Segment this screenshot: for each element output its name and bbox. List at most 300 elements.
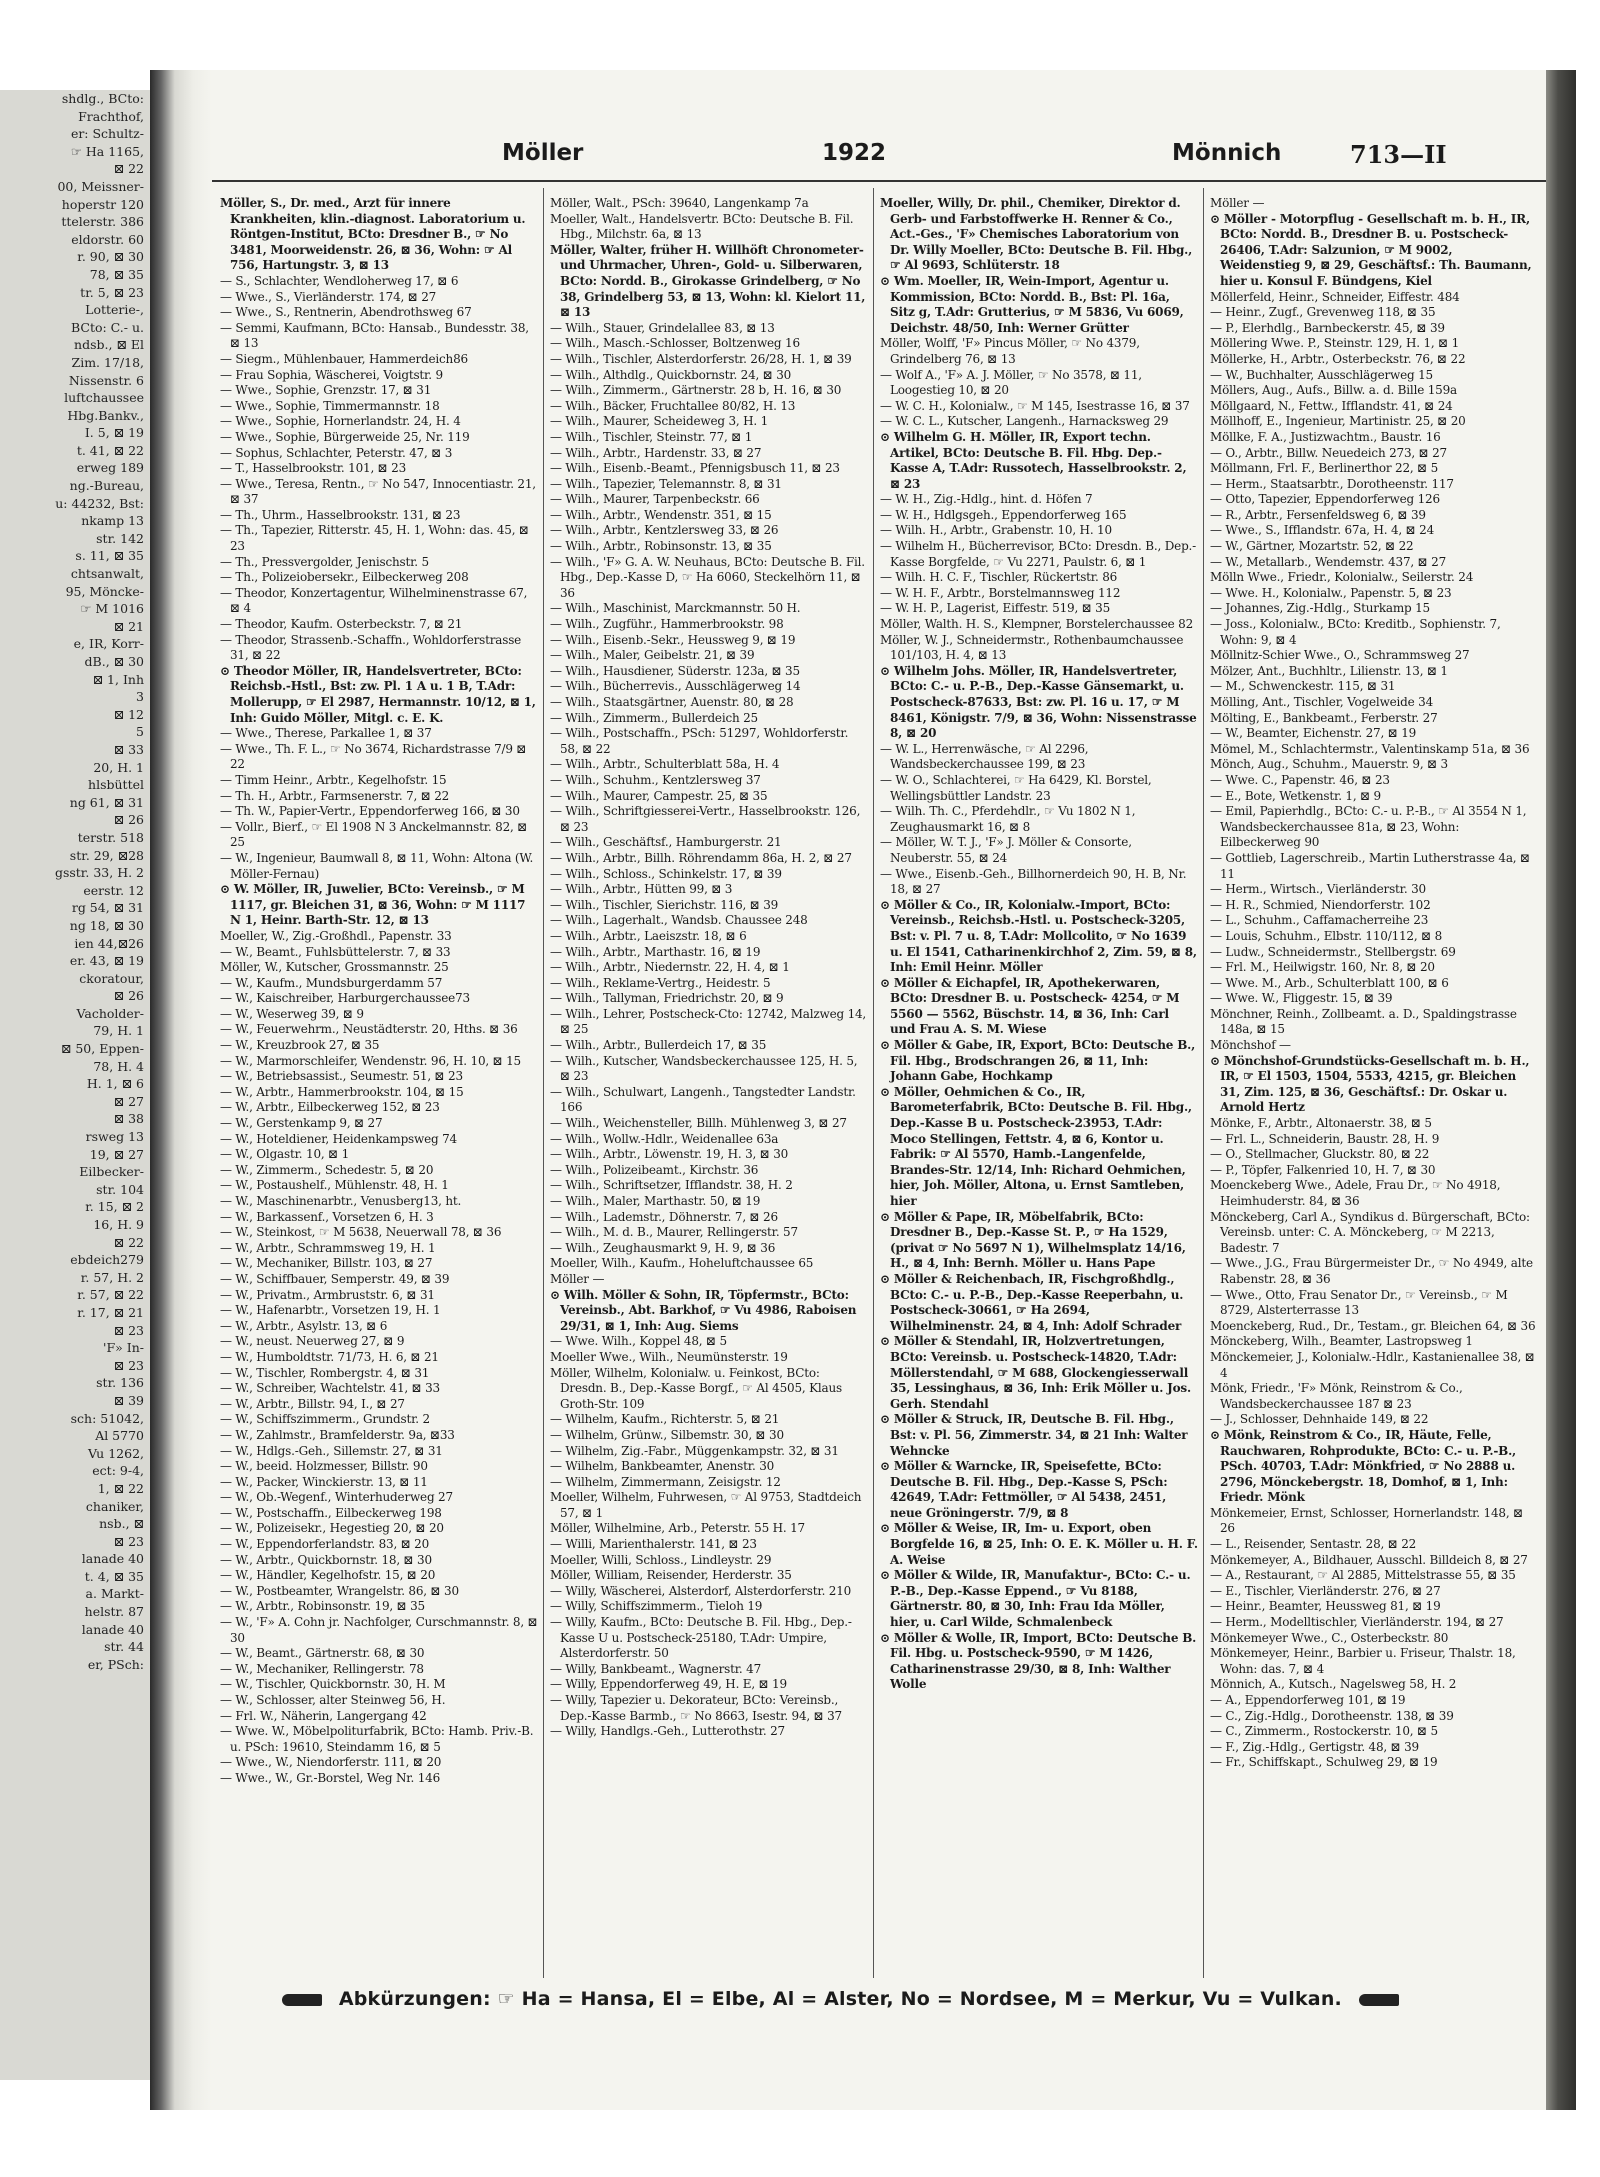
directory-entry: — Vollr., Bierf., ☞ El 1908 N 3 Anckelmannstr. 82, ⊠ 25	[220, 819, 528, 850]
directory-entry: — Wwe. C., Papenstr. 46, ⊠ 23	[1210, 772, 1390, 787]
directory-entry: ⊙ Mönchshof-Grundstücks-Gesellschaft m. b. H., IR, ☞ El 1503, 1504, 5533, 4215, gr. Bleichen 31, Zim. 125, ⊠ 36, Geschäftsf.: Dr. Oskar u. Arnold Hertz	[1210, 1053, 1530, 1115]
directory-entry: — W., Hdlgs.-Geh., Sillemstr. 27, ⊠ 31	[220, 1443, 443, 1458]
directory-entry: — W., Arbtr., Robinsonstr. 19, ⊠ 35	[220, 1599, 425, 1614]
directory-entry: Moeller, W., Zig.-Großhdl., Papenstr. 33	[220, 928, 452, 943]
directory-entry: — Wwe. H., Kolonialw., Papenstr. 5, ⊠ 23	[1210, 585, 1452, 600]
directory-entry: — Herm., Wirtsch., Vierländerstr. 30	[1210, 882, 1426, 897]
directory-entry: — Wilh. H. C. F., Tischler, Rückertstr. 86	[880, 570, 1118, 585]
directory-entry: — Wilh., Schriftsetzer, Ifflandstr. 38, H. 2	[550, 1178, 793, 1193]
header-rule	[212, 180, 1546, 182]
pointing-hand-icon	[282, 1994, 322, 2006]
directory-entry: — Wilh. Th. C., Pferdehdlr., ☞ Vu 1802 N 1, Zeughausmarkt 16, ⊠ 8	[880, 804, 1136, 834]
directory-entry: — Wilh., Tapezier, Telemannstr. 8, ⊠ 31	[550, 476, 782, 491]
previous-page-line: er: Schultz-	[70, 126, 144, 142]
previous-page-line: gsstr. 33, H. 2	[54, 865, 144, 881]
column-divider	[543, 188, 544, 1978]
directory-entry: Mönkemeyer, Heinr., Barbier u. Friseur, Thalstr. 18, Wohn: das. 7, ⊠ 4	[1210, 1646, 1516, 1676]
directory-entry: — W., Ob.-Wegenf., Winterhuderweg 27	[220, 1490, 453, 1505]
previous-page-line: ⊠ 26	[113, 988, 144, 1004]
directory-entry: — Wilh., Zeughausmarkt 9, H. 9, ⊠ 36	[550, 1240, 776, 1255]
directory-entry: Mölzer, Ant., Buchhltr., Lilienstr. 13, ⊠ 1	[1210, 663, 1448, 678]
directory-entry: — Timm Heinr., Arbtr., Kegelhofstr. 15	[220, 772, 447, 787]
directory-entry: — Wwe., Sophie, Bürgerweide 25, Nr. 119	[220, 429, 470, 444]
directory-entry: — W., Arbtr., Billstr. 94, I., ⊠ 27	[220, 1396, 405, 1411]
previous-page-line: eldorstr. 60	[71, 231, 144, 247]
directory-entry: ⊙ Theodor Möller, IR, Handelsvertreter, BCto: Reichsb.-Hstl., Bst: zw. Pl. 1 A u. 1 B, T.Adr: Mollerupp, ☞ El 2987, Hermannstr. 10/12, ⊠ 1, Inh: Guido Möller, Mitgl. c. E. K.	[220, 663, 536, 725]
directory-entry: — Wwe., S., Rentnerin, Abendrothsweg 67	[220, 305, 472, 320]
directory-entry: — Louis, Schuhm., Elbstr. 110/112, ⊠ 8	[1210, 928, 1443, 943]
directory-entry: — Wwe., Teresa, Rentn., ☞ No 547, Innocentiastr. 21, ⊠ 37	[220, 476, 536, 507]
directory-entry: — W., Zimmerm., Schedestr. 5, ⊠ 20	[220, 1162, 434, 1177]
directory-entry: Möller —	[550, 1271, 605, 1286]
directory-entry: ⊙ Möller & Stendahl, IR, Holzvertretungen, BCto: Vereinsb. u. Postscheck-14820, T.Adr: Möllerstendahl, ☞ M 688, Glockengiesserwall 35, Lessinghaus, ⊠ 36, Inh: Erik Möller u. Jos. Gerh. Stendahl	[880, 1334, 1191, 1411]
previous-page-line: ttelerstr. 386	[61, 214, 144, 230]
directory-entry: — Wwe., Otto, Frau Senator Dr., ☞ Vereinsb., ☞ M 8729, Alsterterrasse 13	[1210, 1287, 1508, 1318]
directory-entry: — W., Postbeamter, Wrangelstr. 86, ⊠ 30	[220, 1583, 459, 1598]
previous-page-line: 3	[136, 689, 144, 705]
previous-page-line: 16, H. 9	[93, 1217, 144, 1232]
previous-page-line: ng.-Bureau,	[69, 478, 144, 494]
directory-entry: Möllnitz-Schier Wwe., O., Schrammsweg 27	[1210, 648, 1470, 663]
directory-entry: — W., Humboldtstr. 71/73, H. 6, ⊠ 21	[220, 1349, 439, 1364]
directory-entry: — Wilh., Kutscher, Wandsbeckerchaussee 125, H. 5, ⊠ 23	[550, 1053, 858, 1084]
directory-entry: — Wilh., Althdlg., Quickbornstr. 24, ⊠ 30	[550, 367, 792, 382]
directory-entry: — W., beeid. Holzmesser, Billstr. 90	[220, 1459, 428, 1474]
previous-page-line: ⊠ 26	[113, 812, 144, 828]
directory-entry: — W. C. H., Kolonialw., ☞ M 145, Isestrasse 16, ⊠ 37	[880, 398, 1190, 413]
previous-page-line: terstr. 518	[77, 829, 144, 845]
header-right-keyword: Mönnich	[1172, 140, 1282, 166]
previous-page-line: tr. 5, ⊠ 23	[80, 284, 144, 300]
directory-entry: — W., Arbtr., Schrammsweg 19, H. 1	[220, 1240, 436, 1255]
directory-entry: — Gottlieb, Lagerschreib., Martin Lutherstrasse 4a, ⊠ 11	[1210, 850, 1530, 881]
directory-entry: — Willy, Wäscherei, Alsterdorf, Alsterdorferstr. 210	[550, 1583, 852, 1598]
directory-entry: — Wilh., Schriftgiesserei-Vertr., Hasselbrookstr. 126, ⊠ 23	[550, 804, 861, 834]
directory-entry: — Wilh., Zimmerm., Bullerdeich 25	[550, 710, 758, 725]
directory-entry: Möller, Wilhelmine, Arb., Peterstr. 55 H. 17	[550, 1521, 805, 1536]
directory-entry: — W., Barkassenf., Vorsetzen 6, H. 3	[220, 1209, 434, 1224]
directory-entry: — W., Zahlmstr., Bramfelderstr. 9a, ⊠33	[220, 1427, 455, 1442]
directory-entry: Moeller, Willi, Schloss., Lindleystr. 29	[550, 1552, 772, 1567]
directory-entry: — Th. W., Papier-Vertr., Eppendorferweg 166, ⊠ 30	[220, 804, 520, 819]
directory-entry: Möllke, F. A., Justizwachtm., Baustr. 16	[1210, 429, 1441, 444]
directory-entry: Moeller, Wilh., Kaufm., Hoheluftchaussee 65	[550, 1256, 814, 1271]
previous-page-line: Nissenstr. 6	[68, 372, 144, 388]
directory-entry: — C., Zimmerm., Rostockerstr. 10, ⊠ 5	[1210, 1724, 1438, 1739]
directory-entry: Möller, Walter, früher H. Willhöft Chronometer- und Uhrmacher, Uhren-, Gold- u. Silberwaren, BCto: Nordd. B., Girokasse Grindelberg, ☞ No 38, Grindelberg 53, ⊠ 13, Wohn: kl. Kielort 11, ⊠ 13	[550, 242, 866, 320]
directory-entry: Möller, S., Dr. med., Arzt für innere Krankheiten, klin.-diagnost. Laboratorium u. Röntgen-Institut, BCto: Dresdner B., ☞ No 3481, Moorweidenstr. 26, ⊠ 36, Wohn: ☞ Al 756, Hartungstr. 3, ⊠ 13	[220, 196, 526, 273]
directory-entry: — Otto, Tapezier, Eppendorferweg 126	[1210, 492, 1440, 507]
directory-entry: Möller, Wilhelm, Kolonialw. u. Feinkost, BCto: Dresdn. B., Dep.-Kasse Borgf., ☞ Al 4505, Klaus Groth-Str. 109	[550, 1365, 842, 1411]
directory-entry: — W. C. L., Kutscher, Langenh., Harnacksweg 29	[880, 414, 1169, 429]
directory-entry: — W. H. P., Lagerist, Eiffestr. 519, ⊠ 35	[880, 601, 1111, 616]
previous-page-line: 00, Meissner-	[57, 178, 144, 194]
directory-entry: — F., Zig.-Hdlg., Gertigstr. 48, ⊠ 39	[1210, 1739, 1419, 1754]
previous-page-line: ⊠ 21	[113, 618, 144, 634]
previous-page-line: ⊠ 23	[113, 1357, 144, 1373]
directory-entry: — Wilh., Schloss., Schinkelstr. 17, ⊠ 39	[550, 866, 782, 881]
page-header	[212, 140, 1546, 180]
directory-entry: — Wilhelm, Grünw., Silbemstr. 30, ⊠ 30	[550, 1427, 784, 1442]
directory-entry: — Wilh., Hausdiener, Süderstr. 123a, ⊠ 35	[550, 663, 800, 678]
previous-page-line: Lotterie-,	[85, 302, 144, 318]
previous-page-line: 'F» In-	[103, 1340, 144, 1356]
directory-entry: — Wwe., S., Vierländerstr. 174, ⊠ 27	[220, 289, 437, 304]
previous-page-line: str. 136	[96, 1375, 144, 1391]
directory-entry: — Wilh., Eisenb.-Beamt., Pfennigsbusch 11, ⊠ 23	[550, 461, 840, 476]
directory-entry: — W., Privatm., Armbruststr. 6, ⊠ 31	[220, 1287, 435, 1302]
directory-entry: Möllers, Aug., Aufs., Billw. a. d. Bille 159a	[1210, 383, 1457, 398]
directory-entry: — Wilh., Zugführ., Hammerbrookstr. 98	[550, 617, 784, 632]
previous-page-line: ⊠ 23	[113, 1533, 144, 1549]
directory-entry: — O., Stellmacher, Gluckstr. 80, ⊠ 22	[1210, 1147, 1430, 1162]
directory-entry: — E., Bote, Wetkenstr. 1, ⊠ 9	[1210, 788, 1381, 803]
directory-entry: Mölling, Ant., Tischler, Vogelweide 34	[1210, 695, 1434, 709]
directory-entry: — W., Buchhalter, Ausschlägerweg 15	[1210, 367, 1433, 382]
directory-entry: — Frau Sophia, Wäscherei, Voigtstr. 9	[220, 367, 443, 382]
directory-entry: ⊙ Möller & Warncke, IR, Speisefette, BCto: Deutsche B. Fil. Hbg., Dep.-Kasse S, PSch: 42649, T.Adr: Fettmöller, ☞ Al 5438, 2451, neue Gröningerstr. 7/9, ⊠ 8	[880, 1459, 1168, 1520]
previous-page-line: Hbg.Bankv.,	[67, 407, 144, 423]
previous-page-line: luftchaussee	[64, 390, 144, 406]
directory-entry: — Wilh., Schuhm., Kentzlersweg 37	[550, 772, 761, 787]
directory-entry: — Herm., Modelltischler, Vierländerstr. 194, ⊠ 27	[1210, 1615, 1504, 1630]
directory-entry: — Fr., Schiffskapt., Schulweg 29, ⊠ 19	[1210, 1755, 1438, 1770]
directory-entry: — Wilh., Arbtr., Kentzlersweg 33, ⊠ 26	[550, 523, 779, 538]
previous-page-line: ⊠ 39	[113, 1392, 144, 1408]
directory-entry: — Wilh., Geschäftsf., Hamburgerstr. 21	[550, 835, 782, 850]
directory-entry: — Wwe. W., Fliggestr. 15, ⊠ 39	[1210, 991, 1393, 1006]
directory-entry: — E., Tischler, Vierländerstr. 276, ⊠ 27	[1210, 1583, 1441, 1598]
directory-entry: — Wwe., Sophie, Hornerlandstr. 24, H. 4	[220, 414, 461, 429]
previous-page-line: chtsanwalt,	[70, 566, 144, 582]
directory-entry: — Wilh., Lagerhalt., Wandsb. Chaussee 248	[550, 913, 808, 928]
directory-entry: — Wilh., Eisenb.-Sekr., Heussweg 9, ⊠ 19	[550, 632, 796, 647]
directory-entry: Möller —	[1210, 196, 1265, 210]
previous-page-line: t. 4, ⊠ 35	[84, 1568, 144, 1584]
directory-entry: ⊙ Möller & Co., IR, Kolonialw.-Import, BCto: Vereinsb., Reichsb.-Hstl. u. Postscheck-3205, Bst: v. Pl. 7 u. 8, T.Adr: Mollcolito, ☞ No 1639 u. El 1541, Catharinenkirchhof 2, Zim. 59, ⊠ 8, Inh: Emil Heinr. Möller	[880, 897, 1197, 975]
directory-entry: — W. H. F., Arbtr., Borstelmannsweg 112	[880, 585, 1121, 600]
directory-entry: — S., Schlachter, Wendloherweg 17, ⊠ 6	[220, 273, 459, 288]
directory-entry: — W., Betriebsassist., Seumestr. 51, ⊠ 23	[220, 1069, 463, 1084]
directory-entry: — W., Gärtner, Mozartstr. 52, ⊠ 22	[1210, 539, 1414, 554]
directory-entry: — W., 'F» A. Cohn jr. Nachfolger, Curschmannstr. 8, ⊠ 30	[220, 1615, 538, 1645]
directory-entry: — Wilh., Schulwart, Langenh., Tangstedter Landstr. 166	[550, 1084, 856, 1115]
directory-entry: — W., Schiffszimmerm., Grundstr. 2	[220, 1412, 430, 1427]
directory-entry: — A., Eppendorferweg 101, ⊠ 19	[1210, 1693, 1406, 1707]
directory-entry: Möllhoff, E., Ingenieur, Martinistr. 25, ⊠ 20	[1210, 414, 1466, 429]
directory-entry: Moeller, Walt., Handelsvertr. BCto: Deutsche B. Fil. Hbg., Milchstr. 6a, ⊠ 13	[550, 211, 854, 242]
previous-page-line: ⊠ 38	[113, 1111, 144, 1127]
previous-page-line: 78, H. 4	[93, 1058, 144, 1074]
previous-page-line: str. 29, ⊠28	[69, 847, 144, 863]
directory-entry: — Wilh., Postschaffn., PSch: 51297, Wohldorferstr. 58, ⊠ 22	[550, 726, 849, 756]
directory-entry: ⊙ Möller & Pape, IR, Möbelfabrik, BCto: Dresdner B., Dep.-Kasse St. P., ☞ Ha 1529, (privat ☞ No 5697 N 1), Wilhelmsplatz 14/16, H., ⊠ 4, Inh: Bernh. Möller u. Hans Pape	[880, 1209, 1186, 1271]
directory-entry: — O., Arbtr., Billw. Neuedeich 273, ⊠ 27	[1210, 445, 1447, 460]
directory-entry: — R., Arbtr., Fersenfeldsweg 6, ⊠ 39	[1210, 507, 1426, 522]
previous-page-line: ⊠ 12	[113, 706, 144, 722]
directory-entry: — W., Steinkost, ☞ M 5638, Neuerwall 78, ⊠ 36	[220, 1225, 502, 1240]
directory-entry: — W. L., Herrenwäsche, ☞ Al 2296, Wandsbeckerchaussee 199, ⊠ 23	[880, 741, 1089, 772]
directory-entry: — Wilh., Polizeibeamt., Kirchstr. 36	[550, 1162, 759, 1177]
directory-entry: — Wwe. M., Arb., Schulterblatt 100, ⊠ 6	[1210, 975, 1449, 990]
previous-page-line: rg 54, ⊠ 31	[71, 900, 144, 916]
previous-page-line: s. 11, ⊠ 35	[75, 548, 144, 564]
directory-entry: Möllgaard, N., Fettw., Ifflandstr. 41, ⊠ 24	[1210, 398, 1453, 413]
directory-entry: Möller, Walt., PSch: 39640, Langenkamp 7a	[550, 196, 809, 210]
directory-entry: — W., Postaushelf., Mühlenstr. 48, H. 1	[220, 1178, 449, 1193]
previous-page-line: 1, ⊠ 22	[97, 1480, 144, 1496]
directory-entry: ⊙ Möller & Gabe, IR, Export, BCto: Deutsche B., Fil. Hbg., Brodschrangen 26, ⊠ 11, Inh: Johann Gabe, Hochkamp	[880, 1038, 1196, 1084]
directory-entry: — W., Tischler, Quickbornstr. 30, H. M	[220, 1677, 446, 1692]
directory-entry: — Wwe., S., Ifflandstr. 67a, H. 4, ⊠ 24	[1210, 523, 1435, 538]
directory-entry: Möllering Wwe. P., Steinstr. 129, H. 1, ⊠ 1	[1210, 336, 1460, 351]
previous-page-line: Frachthof,	[78, 108, 144, 124]
directory-entry: Mönchshof —	[1210, 1038, 1291, 1053]
directory-entry: — Emil, Papierhdlg., BCto: C.- u. P.-B., ☞ Al 3554 N 1, Wandsbeckerchaussee 81a, ⊠ 23, Wohn: Eilbeckerweg 90	[1210, 804, 1527, 850]
directory-entry: — Wilh. H., Arbtr., Grabenstr. 10, H. 10	[880, 523, 1112, 538]
previous-page-line: lanade 40	[81, 1621, 144, 1637]
directory-entry: Moenckeberg, Rud., Dr., Testam., gr. Bleichen 64, ⊠ 36	[1210, 1318, 1536, 1333]
previous-page-line: ⊠ 27	[113, 1093, 144, 1109]
directory-entry: — Wilh., Arbtr., Bullerdeich 17, ⊠ 35	[550, 1038, 767, 1053]
previous-page-line: ⊠ 22	[113, 161, 144, 177]
directory-entry: Mönkemeyer Wwe., C., Osterbeckstr. 80	[1210, 1630, 1449, 1645]
previous-page-line: ⊠ 33	[113, 741, 144, 757]
directory-entry: — Wilh., Lademstr., Döhnerstr. 7, ⊠ 26	[550, 1209, 778, 1224]
directory-entry: — L., Schuhm., Caffamacherreihe 23	[1210, 913, 1429, 928]
directory-entry: ⊙ Möller - Motorpflug - Gesellschaft m. b. H., IR, BCto: Nordd. B., Dresdner B. u. Postscheck-26406, T.Adr: Salzunion, ☞ M 9002, Weidenstieg 9, ⊠ 29, Geschäftsf.: Th. Baumann, hier u. Konsul F. Bündgens, Kiel	[1210, 211, 1532, 288]
previous-page-line: ⊠ 1, Inh	[92, 671, 144, 687]
directory-entry: — Heinr., Zugf., Grevenweg 118, ⊠ 35	[1210, 305, 1436, 320]
previous-page-line: dB., ⊠ 30	[84, 654, 144, 669]
directory-entry: Möller, Walth. H. S., Klempner, Borstelerchaussee 82	[880, 617, 1194, 632]
previous-page-line: ☞ Ha 1165,	[70, 143, 144, 159]
previous-page-line: er. 43, ⊠ 19	[69, 953, 144, 969]
directory-entry: Möllmann, Frl. F., Berlinerthor 22, ⊠ 5	[1210, 461, 1439, 476]
previous-page-line: ⊠ 23	[113, 1322, 144, 1338]
previous-page-line: Eilbecker-	[79, 1164, 144, 1180]
directory-entry: ⊙ Wilh. Möller & Sohn, IR, Töpfermstr., BCto: Vereinsb., Abt. Barkhof, ☞ Vu 4986, Raboisen 29/31, ⊠ 1, Inh: Aug. Siems	[550, 1287, 857, 1333]
directory-entry: — Theodor, Kaufm. Osterbeckstr. 7, ⊠ 21	[220, 617, 463, 632]
directory-entry: ⊙ Möller & Struck, IR, Deutsche B. Fil. Hbg., Bst: v. Pl. 56, Zimmerstr. 34, ⊠ 21 Inh: Walter Wehncke	[880, 1412, 1188, 1458]
directory-entry: Mömel, M., Schlachtermstr., Valentinskamp 51a, ⊠ 36	[1210, 741, 1530, 756]
directory-entry: — Wilh., Tischler, Steinstr. 77, ⊠ 1	[550, 429, 753, 444]
directory-entry: — Wilh., Arbtr., Marthastr. 16, ⊠ 19	[550, 944, 761, 959]
previous-page-line: Zim. 17/18,	[71, 354, 144, 370]
directory-entry: — H. R., Schmied, Niendorferstr. 102	[1210, 897, 1431, 912]
directory-entry: Mönk, Friedr., 'F» Mönk, Reinstrom & Co., Wandsbeckerchaussee 187 ⊠ 23	[1210, 1381, 1463, 1411]
directory-entry: — W., Olgastr. 10, ⊠ 1	[220, 1147, 350, 1162]
directory-entry: — Möller, W. T. J., 'F» J. Möller & Consorte, Neuberstr. 55, ⊠ 24	[880, 835, 1132, 865]
directory-entry: — Wilh., Arbtr., Löwenstr. 19, H. 3, ⊠ 30	[550, 1147, 789, 1162]
directory-entry: — Wilh., Lehrer, Postscheck-Cto: 12742, Malzweg 14, ⊠ 25	[550, 1006, 867, 1037]
previous-page-line: ect: 9-4,	[92, 1463, 144, 1479]
directory-entry: — Ludw., Schneidermstr., Stellbergstr. 69	[1210, 944, 1456, 959]
directory-entry: — W., Kaischreiber, Harburgerchaussee73	[220, 991, 470, 1006]
previous-page-line: u: 44232, Bst:	[55, 495, 144, 511]
book-gutter	[150, 70, 212, 2110]
directory-entry: Mönnich, A., Kutsch., Nagelsweg 58, H. 2	[1210, 1677, 1457, 1692]
directory-entry: — W., Maschinenarbtr., Venusberg13, ht.	[220, 1194, 462, 1208]
directory-entry: — Wilh., Masch.-Schlosser, Boltzenweg 16	[550, 336, 800, 351]
directory-entry: — A., Restaurant, ☞ Al 2885, Mittelstrasse 55, ⊠ 35	[1210, 1568, 1516, 1583]
previous-page-line: hoperstr 120	[61, 196, 144, 212]
directory-entry: — Th., Tapezier, Ritterstr. 45, H. 1, Wohn: das. 45, ⊠ 23	[220, 523, 529, 554]
abbreviations-text: Abkürzungen: ☞ Ha = Hansa, El = Elbe, Al = Alster, No = Nordsee, M = Merkur, Vu = Vulkan.	[338, 1988, 1342, 2010]
header-left-keyword: Möller	[502, 140, 584, 166]
directory-entry: ⊙ Wm. Moeller, IR, Wein-Import, Agentur u. Kommission, BCto: Nordd. B., Bst: Pl. 16a, Sitz g, T.Adr: Grutterius, ☞ M 5836, Vu 6069, Deichstr. 48/50, Inh: Werner Grütter	[880, 273, 1184, 335]
directory-entry: — Wilh., Wollw.-Hdlr., Weidenallee 63a	[550, 1131, 779, 1146]
directory-entry: — Wilh., Bäcker, Fruchtallee 80/82, H. 13	[550, 398, 796, 413]
previous-page-line: ng 61, ⊠ 31	[69, 794, 144, 810]
previous-page-line: er, PSch:	[87, 1656, 144, 1672]
previous-page-line: hlsbüttel	[88, 777, 144, 793]
directory-entry: — W., Beamt., Gärtnerstr. 68, ⊠ 30	[220, 1646, 425, 1661]
directory-entry: Moeller, Willy, Dr. phil., Chemiker, Direktor d. Gerb- und Farbstoffwerke H. Renner & Co., Act.-Ges., 'F» Chemisches Laboratorium von Dr. Willy Moeller, BCto: Deutsche B. Fil. Hbg., ☞ Al 9693, Schlüterstr. 18	[880, 196, 1193, 273]
directory-entry: — Wilh., Tischler, Alsterdorferstr. 26/28, H. 1, ⊠ 39	[550, 351, 852, 366]
directory-entry: — Frl. L., Schneiderin, Baustr. 28, H. 9	[1210, 1131, 1440, 1146]
directory-entry: — Theodor, Strassenb.-Schaffn., Wohldorferstrasse 31, ⊠ 22	[220, 632, 522, 663]
directory-entry: — T., Hasselbrookstr. 101, ⊠ 23	[220, 461, 407, 476]
directory-entry: ⊙ Mönk, Reinstrom & Co., IR, Häute, Felle, Rauchwaren, Rohprodukte, BCto: C.- u. P.-B., PSch. 40703, T.Adr: Mönkfried, ☞ No 2888 u. 2796, Mönckebergstr. 18, Domhof, ⊠ 1, Inh: Friedr. Mönk	[1210, 1427, 1517, 1505]
column-divider	[873, 188, 874, 1978]
directory-entry: — Willi, Marienthalerstr. 141, ⊠ 23	[550, 1537, 757, 1552]
directory-entry: — J., Schlosser, Dehnhaide 149, ⊠ 22	[1210, 1412, 1429, 1427]
directory-entry: — W., Gerstenkamp 9, ⊠ 27	[220, 1116, 383, 1131]
directory-entry: — W., Tischler, Rombergstr. 4, ⊠ 31	[220, 1365, 430, 1380]
directory-entry: — Wilh., Stauer, Grindelallee 83, ⊠ 13	[550, 320, 775, 335]
directory-entry: — P., Töpfer, Falkenried 10, H. 7, ⊠ 30	[1210, 1162, 1436, 1177]
directory-entry: — W. O., Schlachterei, ☞ Ha 6429, Kl. Borstel, Wellingsbüttler Landstr. 23	[880, 772, 1152, 803]
previous-page-line: erweg 189	[76, 460, 144, 476]
directory-entry: Mönch, Aug., Schuhm., Mauerstr. 9, ⊠ 3	[1210, 757, 1448, 772]
directory-entry: — Wwe., W., Niendorferstr. 111, ⊠ 20	[220, 1755, 442, 1770]
directory-entry: — Siegm., Mühlenbauer, Hammerdeich86	[220, 351, 468, 366]
directory-entry: — W. H., Zig.-Hdlg., hint. d. Höfen 7	[880, 492, 1093, 507]
directory-entry: Mönckeberg, Wilh., Beamter, Lastropsweg 1	[1210, 1334, 1473, 1349]
pointing-hand-icon	[1359, 1994, 1399, 2006]
column-divider	[1203, 188, 1204, 1978]
previous-page-line: ndsb., ⊠ El	[74, 337, 144, 353]
directory-entry: ⊙ Möller & Weise, IR, Im- u. Export, oben Borgfelde 16, ⊠ 25, Inh: O. E. K. Möller u. H. F. A. Weise	[880, 1521, 1198, 1567]
directory-entry: — Willy, Tapezier u. Dekorateur, BCto: Vereinsb., Dep.-Kasse Barmb., ☞ No 8663, Isestr. 94, ⊠ 37	[550, 1693, 842, 1723]
abbreviations-footer	[272, 1988, 1492, 2022]
directory-entry: — Wilh., Arbtr., Hardenstr. 33, ⊠ 27	[550, 445, 762, 460]
previous-page-line: 78, ⊠ 35	[89, 266, 144, 282]
column-1	[220, 196, 538, 1976]
directory-entry: Möller, W. J., Schneidermstr., Rothenbaumchaussee 101/103, H. 4, ⊠ 13	[880, 632, 1184, 663]
previous-page-line: shdlg., BCto:	[61, 91, 144, 106]
directory-entry: — W., Packer, Winckierstr. 13, ⊠ 11	[220, 1474, 428, 1489]
directory-entry: — Wwe. W., Möbelpoliturfabrik, BCto: Hamb. Priv.-B. u. PSch: 19610, Steindamm 16, ⊠ 5	[220, 1724, 534, 1754]
directory-entry: — Willy, Handlgs.-Geh., Lutterothstr. 27	[550, 1724, 785, 1739]
directory-entry: ⊙ Wilhelm G. H. Möller, IR, Export techn. Artikel, BCto: Deutsche B. Fil. Hbg. Dep.-Kasse A, T.Adr: Russotech, Hasselbrookstr. 2, ⊠ 23	[880, 429, 1187, 491]
directory-entry: — Wwe., Sophie, Grenzstr. 17, ⊠ 31	[220, 383, 432, 398]
directory-entry: — Wilhelm H., Bücherrevisor, BCto: Dresdn. B., Dep.-Kasse Borgfelde, ☞ Vu 2271, Paulstr. 6, ⊠ 1	[880, 539, 1197, 569]
directory-entry: — Willy, Bankbeamt., Wagnerstr. 47	[550, 1661, 762, 1676]
directory-entry: — W. H., Hdlgsgeh., Eppendorferweg 165	[880, 507, 1127, 522]
directory-entry: — Wilh., Maschinist, Marckmannstr. 50 H.	[550, 601, 801, 616]
directory-entry: — Wilh., Maurer, Scheideweg 3, H. 1	[550, 414, 769, 429]
directory-entry: — Wwe., Th. F. L., ☞ No 3674, Richardstrasse 7/9 ⊠ 22	[220, 741, 527, 772]
column-4	[1210, 196, 1536, 1976]
directory-entry: — Wwe., Sophie, Timmermannstr. 18	[220, 398, 440, 413]
directory-entry: — Wilh., Maurer, Tarpenbeckstr. 66	[550, 492, 760, 507]
directory-entry: — W., Ingenieur, Baumwall 8, ⊠ 11, Wohn: Altona (W. Möller-Fernau)	[220, 850, 534, 881]
previous-page-line: r. 90, ⊠ 30	[77, 249, 144, 265]
directory-entry: — Wilh., 'F» G. A. W. Neuhaus, BCto: Deutsche B. Fil. Hbg., Dep.-Kasse D, ☞ Ha 6060, Steckelhörn 11, ⊠ 36	[550, 554, 865, 600]
directory-entry: — Sophus, Schlachter, Peterstr. 47, ⊠ 3	[220, 445, 453, 460]
directory-entry: Mönchner, Reinh., Zollbeamt. a. D., Spaldingstrasse 148a, ⊠ 15	[1210, 1006, 1517, 1037]
directory-entry: — Wwe., Therese, Parkallee 1, ⊠ 37	[220, 726, 432, 741]
directory-entry: Möller, W., Kutscher, Grossmannstr. 25	[220, 960, 449, 975]
directory-entry: — Th., Pressvergolder, Jenischstr. 5	[220, 554, 429, 569]
directory-entry: — Wilh., Maler, Marthastr. 50, ⊠ 19	[550, 1194, 761, 1208]
directory-entry: — Wilh., Tischler, Sierichstr. 116, ⊠ 39	[550, 897, 779, 912]
directory-entry: — Wilh., M. d. B., Maurer, Rellingerstr. 57	[550, 1225, 798, 1240]
directory-entry: — Th., Uhrm., Hasselbrookstr. 131, ⊠ 23	[220, 507, 461, 522]
previous-page-line: ebdeich279	[70, 1252, 144, 1268]
directory-entry: — Wilh., Reklame-Vertrg., Heidestr. 5	[550, 975, 771, 990]
directory-entry: ⊙ Möller & Wilde, IR, Manufaktur-, BCto: C.- u. P.-B., Dep.-Kasse Eppend., ☞ Vu 8188, Gärtnerstr. 80, ⊠ 30, Inh: Frau Ida Möller, hier, u. Carl Wilde, Schmalenbeck	[880, 1568, 1191, 1630]
directory-entry: — Wwe., W., Gr.-Borstel, Weg Nr. 146	[220, 1770, 441, 1785]
directory-entry: ⊙ Möller, Oehmichen & Co., IR, Barometerfabrik, BCto: Deutsche B. Fil. Hbg., Dep.-Kasse B u. Postscheck-23953, T.Adr: Moco Stellingen, Fettstr. 4, ⊠ 6, Kontor u. Fabrik: ☞ Al 5570, Hamb.-Langenfelde, Brandes-Str. 12/14, Inh: Richard Oehmichen, hier, Joh. Möller, Altona, u. Ernst Samtleben, hier	[880, 1084, 1192, 1208]
previous-page-line: chaniker,	[85, 1498, 144, 1514]
directory-entry: — W., Schlosser, alter Steinweg 56, H.	[220, 1693, 446, 1707]
previous-page-line: ⊠ 22	[113, 1234, 144, 1250]
directory-entry: — Wilh., Arbtr., Wendenstr. 351, ⊠ 15	[550, 507, 772, 522]
directory-entry: Mönkemeyer, A., Bildhauer, Ausschl. Billdeich 8, ⊠ 27	[1210, 1552, 1528, 1567]
directory-entry: — Wilh., Arbtr., Niedernstr. 22, H. 4, ⊠ 1	[550, 960, 790, 975]
directory-entry: — W., Feuerwehrm., Neustädterstr. 20, Hths. ⊠ 36	[220, 1022, 518, 1037]
directory-entry: ⊙ Möller & Eichapfel, IR, Apothekerwaren, BCto: Dresdner B. u. Postscheck- 4254, ☞ M 5560 — 5562, Büschstr. 14, ⊠ 36, Inh: Carl und Frau A. S. M. Wiese	[880, 975, 1180, 1037]
previous-page-line: r. 57, H. 2	[80, 1269, 144, 1285]
directory-entry: — Th., Polizeiobersekr., Eilbeckerweg 208	[220, 570, 469, 585]
directory-entry: — Frl. W., Näherin, Langergang 42	[220, 1708, 427, 1723]
directory-entry: — W., Arbtr., Eilbeckerweg 152, ⊠ 23	[220, 1100, 440, 1115]
previous-page-line: str. 44	[104, 1639, 144, 1655]
previous-page-line: str. 104	[96, 1181, 144, 1197]
previous-page-line: 20, H. 1	[93, 759, 144, 775]
directory-entry: — W., Arbtr., Quickbornstr. 18, ⊠ 30	[220, 1552, 432, 1567]
previous-page-line: Al 5770	[95, 1428, 144, 1444]
page-number: 713—II	[1350, 140, 1447, 169]
directory-entry: — Wilh., Bücherrevis., Ausschlägerweg 14	[550, 679, 801, 694]
directory-entry: Mönckeberg, Carl A., Syndikus d. Bürgerschaft, BCto: Vereinsb. unter: C. A. Mönckeberg, ☞ M 2213, Badestr. 7	[1210, 1209, 1530, 1255]
directory-entry: — Wilh., Arbtr., Laeiszstr. 18, ⊠ 6	[550, 928, 747, 943]
previous-page-line: Vacholder-	[76, 1005, 144, 1021]
directory-entry: — Joss., Kolonialw., BCto: Kreditb., Sophienstr. 7, Wohn: 9, ⊠ 4	[1210, 617, 1501, 647]
directory-entry: — Wilh., Arbtr., Hütten 99, ⊠ 3	[550, 882, 733, 897]
directory-entry: — W., Metallarb., Wendemstr. 437, ⊠ 27	[1210, 554, 1446, 569]
directory-entry: — Willy, Eppendorferweg 49, H. E, ⊠ 19	[550, 1677, 787, 1692]
directory-entry: — W., Schreiber, Wachtelstr. 41, ⊠ 33	[220, 1381, 440, 1396]
directory-entry: — M., Schwenckestr. 115, ⊠ 31	[1210, 679, 1396, 694]
previous-page-line: r. 15, ⊠ 2	[85, 1199, 144, 1215]
previous-page-line: 95, Möncke-	[65, 583, 144, 599]
directory-entry: — Wilhelm, Bankbeamter, Anenstr. 30	[550, 1459, 775, 1474]
directory-entry: Möllerfeld, Heinr., Schneider, Eiffestr. 484	[1210, 289, 1460, 304]
directory-entry: — Wilh., Arbtr., Robinsonstr. 13, ⊠ 35	[550, 539, 772, 554]
header-year: 1922	[822, 140, 887, 166]
directory-entry: Möller, Wolff, 'F» Pincus Möller, ☞ No 4379, Grindelberg 76, ⊠ 13	[880, 336, 1140, 366]
previous-page-line: ng 18, ⊠ 30	[69, 917, 144, 933]
directory-entry: — Wilh., Maler, Geibelstr. 21, ⊠ 39	[550, 648, 755, 663]
directory-entry: — W., Weserweg 39, ⊠ 9	[220, 1006, 364, 1021]
directory-entry: ⊙ Möller & Wolle, IR, Import, BCto: Deutsche B. Fil. Hbg. u. Postscheck-9590, ☞ M 1426, Catharinenstrasse 29/30, ⊠ 8, Inh: Walther Wolle	[880, 1630, 1197, 1692]
directory-entry: — W., Hafenarbtr., Vorsetzen 19, H. 1	[220, 1303, 441, 1318]
directory-entry: — W., Hoteldiener, Heidenkampsweg 74	[220, 1131, 457, 1146]
